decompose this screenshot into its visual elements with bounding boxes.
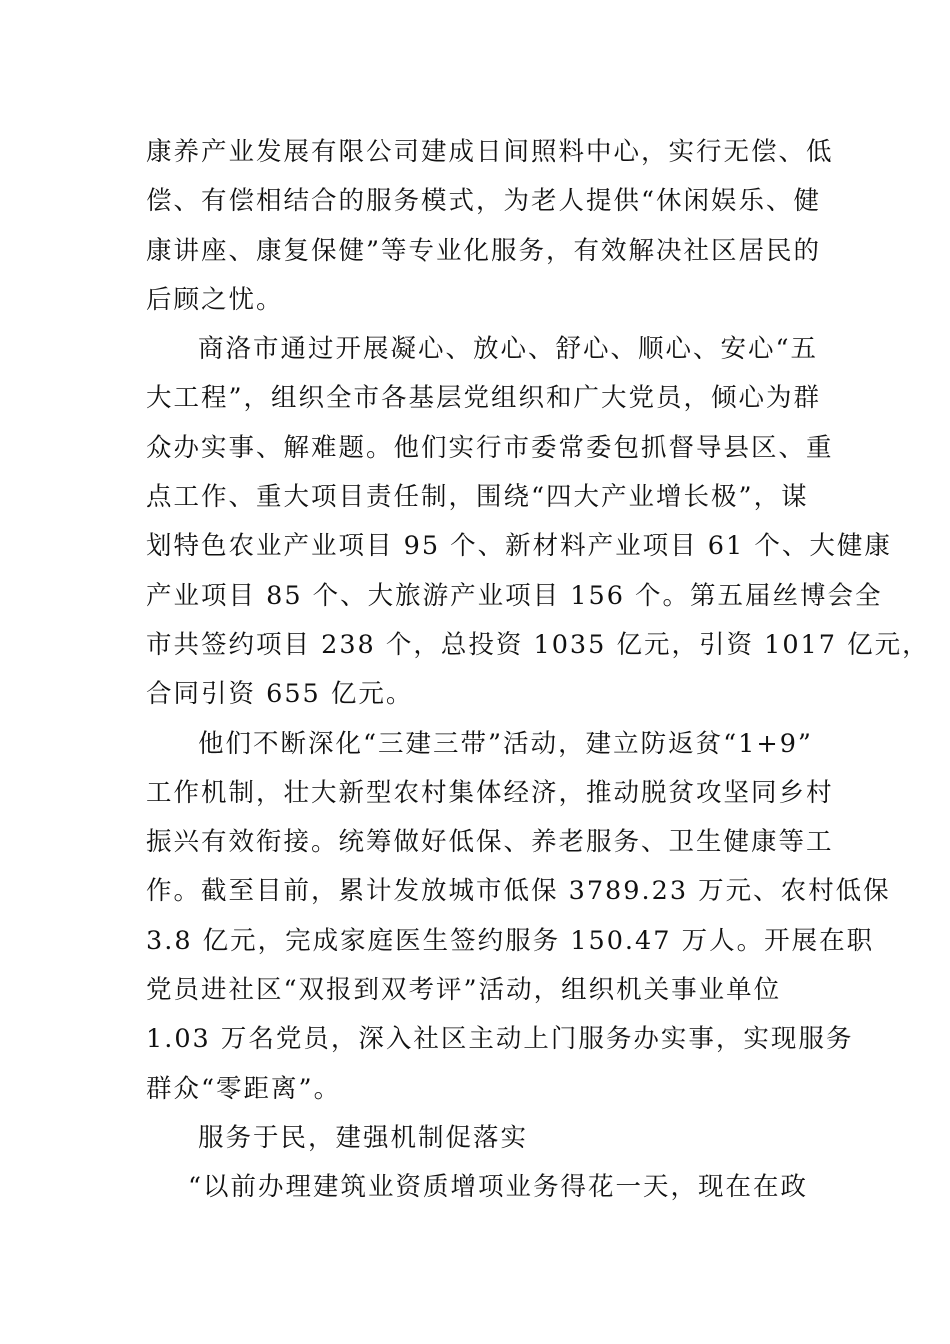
text-line: 群众“零距离”。 xyxy=(146,1073,342,1104)
text-line: 工作机制，壮大新型农村集体经济，推动脱贫攻坚同乡村 xyxy=(146,777,834,808)
paragraph-start-line: 商洛市通过开展凝心、放心、舒心、顺心、安心“五 xyxy=(198,334,819,365)
paragraph-start-line: “以前办理建筑业资质增项业务得花一天，现在在政 xyxy=(188,1172,809,1203)
text-line: 作。截至目前，累计发放城市低保 3789.23 万元、农村低保 xyxy=(146,876,891,907)
text-line: 大工程”，组织全市各基层党组织和广大党员，倾心为群 xyxy=(146,383,822,414)
text-line: 党员进社区“双报到双考评”活动，组织机关事业单位 xyxy=(146,975,782,1006)
section-heading: 服务于民，建强机制促落实 xyxy=(198,1122,529,1153)
text-line: 振兴有效衔接。统筹做好低保、养老服务、卫生健康等工 xyxy=(146,827,834,858)
text-line: 康养产业发展有限公司建成日间照料中心，实行无偿、低 xyxy=(146,137,834,167)
text-line: 1.03 万名党员，深入社区主动上门服务办实事，实现服务 xyxy=(146,1024,854,1055)
text-line: 点工作、重大项目责任制，围绕“四大产业增长极”，谋 xyxy=(146,482,809,513)
text-line: 划特色农业产业项目 95 个、新材料产业项目 61 个、大健康 xyxy=(146,531,892,562)
text-line: 合同引资 655 亿元。 xyxy=(146,679,414,710)
paragraph-start-line: 他们不断深化“三建三带”活动，建立防返贫“1+9” xyxy=(198,728,813,759)
text-line: 产业项目 85 个、大旅游产业项目 156 个。第五届丝博会全 xyxy=(146,580,883,611)
text-line: 偿、有偿相结合的服务模式，为老人提供“休闲娱乐、健 xyxy=(146,186,822,217)
text-line: 后顾之忧。 xyxy=(146,284,284,315)
text-line: 市共签约项目 238 个，总投资 1035 亿元，引资 1017 亿元， xyxy=(146,629,930,660)
article-body xyxy=(146,128,930,1213)
text-line: 康讲座、康复保健”等专业化服务，有效解决社区居民的 xyxy=(146,235,822,266)
text-line: 3.8 亿元，完成家庭医生签约服务 150.47 万人。开展在职 xyxy=(146,925,875,956)
text-line: 众办实事、解难题。他们实行市委常委包抓督导县区、重 xyxy=(146,432,834,463)
